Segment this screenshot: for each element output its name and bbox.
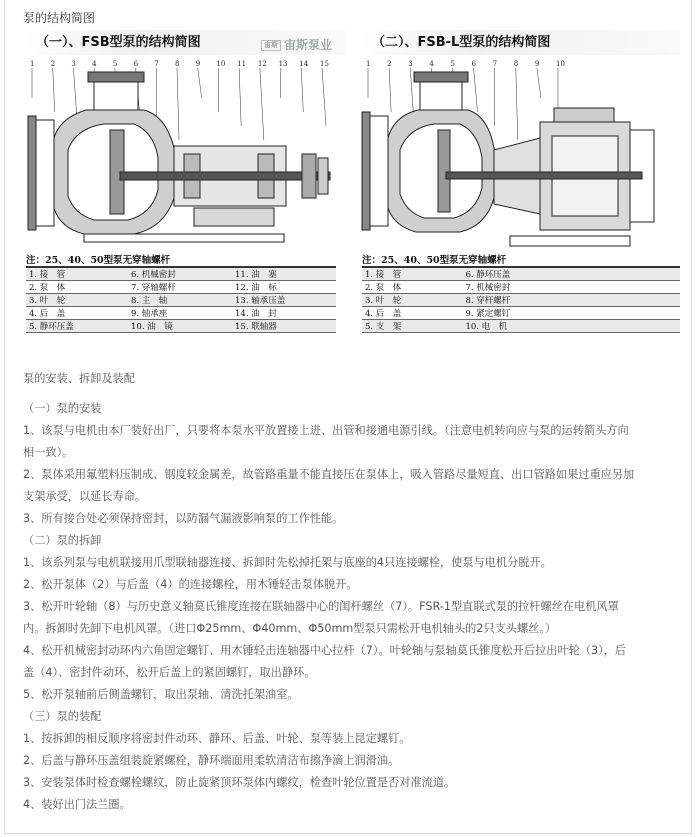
part-label: 9. 轴承座 (128, 307, 232, 320)
callout-number: 10 (216, 60, 226, 68)
brand-name: 宙斯泵业 (283, 38, 332, 52)
part-label: 10. 油 镜 (128, 320, 232, 333)
part-label: 9. 紧定螺钉 (462, 307, 680, 320)
parts-row (362, 307, 680, 320)
part-label: 8. 主 轴 (128, 294, 232, 307)
page-title: 泵的结构简图 (23, 11, 96, 25)
part-label: 2. 泵 体 (362, 281, 462, 294)
part-label: 5. 静环压盖 (26, 320, 128, 333)
figure-fsb (24, 30, 346, 332)
callout-number: 13 (278, 60, 288, 68)
callout-leader (322, 68, 326, 126)
part-label: 15. 联轴器 (232, 320, 336, 333)
instruction-line: 盖（4）、密封件动环，松开后盖上的紧固螺钉，取出静环。 (23, 666, 316, 679)
parts-row (362, 267, 680, 281)
part-label: 12. 油 标 (232, 281, 336, 294)
instruction-line: 3、所有接合处必须保持密封，以防漏气漏液影响泵的工作性能。 (23, 512, 344, 525)
instruction-line: 支架承受，以延长寿命。 (23, 490, 147, 503)
figure-title-text: （二）、FSB-L型泵的结构简图 (372, 35, 551, 50)
brand-watermark (261, 33, 332, 58)
part-label: 14. 油 封 (232, 307, 336, 320)
instruction-line: 3、安装泵体时检查螺栓螺纹，防止旋紧顶环泵体内螺纹，检查叶轮位置是否对准流道。 (23, 776, 456, 789)
part-label: 10. 电 机 (462, 320, 680, 333)
callout-number: 8 (513, 60, 519, 68)
parts-row (26, 307, 336, 320)
brand-seal: 宙斯 (261, 40, 281, 51)
parts-row (26, 267, 336, 281)
instruction-line: 3、松开叶轮轴（8）与历史意义轴莫氏锥度连接在联轴器中心的闺杆螺丝（7）。FSR-1型直联式泵的拉杆螺丝在电机风罩 (23, 600, 619, 613)
instruction-line: （一）泵的安装 (23, 402, 102, 415)
callout-number: 1 (366, 60, 371, 68)
callout-number: 5 (450, 60, 455, 68)
callout-number: 11 (237, 60, 247, 68)
callout-number: 2 (387, 60, 392, 68)
part-label: 7. 机械密封 (462, 281, 680, 294)
callout-leader (53, 68, 55, 112)
part-label: 13. 轴承压盖 (232, 294, 336, 307)
instruction-line: 1、该泵与电机由本厂装好出厂，只要将本泵水平放置接上进、出管和接通电源引线。（注意电机转向应与泵的运转箭头方向 (23, 424, 629, 437)
instruction-line: 内。拆卸时先卸下电机风罩。（进口Φ25mm、Φ40mm、Φ50mm型泵只需松开电机轴头的2只支头螺丝。） (23, 622, 557, 635)
instruction-line: （三）泵的装配 (23, 710, 102, 723)
parts-row (26, 320, 336, 333)
part-label: 1. 接 管 (362, 267, 462, 281)
callout-number: 7 (492, 60, 498, 68)
callout-leader (198, 68, 202, 98)
callout-number: 15 (320, 60, 329, 68)
callout-leader (537, 68, 541, 98)
callout-number: 9 (195, 60, 201, 68)
instruction-line: 2、松开泵体（2）与后盖（4）的连接螺栓，用木锤轻击泵体脱开。 (23, 578, 358, 591)
callout-number: 6 (471, 60, 477, 68)
part-label: 3. 叶 轮 (26, 294, 128, 307)
instruction-line: 4、松开机械密封动环内六角固定螺钉、用木锤轻击连轴器中心拉杆（7）。叶轮轴与泵轴莫氏锥度松开后拉出叶轮（3），后 (23, 644, 627, 657)
parts-row (26, 294, 336, 307)
figure-fsb-l (360, 30, 680, 332)
parts-row (26, 281, 336, 294)
callout-number: 3 (71, 60, 76, 68)
parts-row (362, 281, 680, 294)
pump-diagram-fsb-l (360, 58, 680, 250)
callout-leader (260, 68, 264, 140)
part-label: 3. 叶 轮 (362, 294, 462, 307)
part-label: 4. 后 盖 (362, 307, 462, 320)
callout-number: 8 (175, 60, 180, 68)
instruction-line: 2、后盖与静环压盖组装旋紧螺栓，静环端面用柔软清洁布擦净滴上润滑油。 (23, 754, 400, 767)
callout-number: 6 (133, 60, 139, 68)
parts-row (362, 320, 680, 333)
figure-note: 注：25、40、50型泵无穿轴螺杆 (26, 255, 171, 266)
part-label: 11. 油 塞 (232, 267, 336, 281)
instruction-line: 1、按拆卸的相反顺序将密封件动环、静环、后盖、叶轮、泵等装上昆定螺钉。 (23, 732, 411, 745)
figure-title (24, 30, 346, 55)
figure-title (360, 30, 680, 55)
parts-table (362, 266, 680, 333)
callout-number: 2 (50, 60, 56, 68)
instruction-line: 4、装好出门法兰圈。 (23, 798, 131, 811)
part-label: 8. 穿杆螺杆 (462, 294, 680, 307)
parts-row (362, 294, 680, 307)
callout-leader (177, 68, 179, 140)
callout-leader (516, 68, 518, 140)
instruction-line: 2、泵体采用氟塑料压制成、钢度较金属差，故管路重量不能直接压在泵体上，吸入管路尽量短直、出口管路如果过重应另加 (23, 468, 635, 481)
callout-number: 5 (112, 60, 118, 68)
callout-number: 3 (408, 60, 413, 68)
callout-number: 9 (534, 60, 540, 68)
callout-number: 10 (556, 60, 565, 68)
callout-number: 1 (30, 60, 35, 68)
callout-leader (389, 68, 391, 112)
callout-number: 14 (299, 60, 309, 68)
part-label: 6. 机械密封 (128, 267, 232, 281)
part-label: 7. 穿轴螺杆 (128, 281, 232, 294)
figure-title-text: （一）、FSB型泵的结构简图 (36, 35, 201, 50)
instruction-line: （二）泵的拆卸 (23, 534, 102, 547)
part-label: 4. 后 盖 (26, 307, 128, 320)
callout-leader (239, 68, 241, 126)
instruction-line: 1、该系列泵与电机联接用爪型联轴器连接、拆卸时先松掉托架与底座的4只连接螺栓，使泵与电机分脱开。 (23, 556, 552, 569)
part-label: 5. 支 架 (362, 320, 462, 333)
instruction-line: 相一致）。 (23, 446, 74, 459)
callout-number: 12 (257, 60, 267, 68)
part-label: 6. 静环压盖 (462, 267, 680, 281)
parts-table (26, 266, 336, 333)
part-label: 1. 接 管 (26, 267, 128, 281)
pump-diagram-fsb (24, 58, 346, 250)
callout-number: 4 (92, 60, 97, 68)
callout-leader (474, 68, 478, 112)
callout-number: 4 (429, 60, 434, 68)
instruction-line: 5、松开泵轴前后侧盖螺钉，取出泵轴、清洗托架油室。 (23, 688, 299, 701)
figure-note: 注：25、40、50型泵无穿轴螺杆 (362, 255, 507, 266)
part-label: 2. 泵 体 (26, 281, 128, 294)
callout-number: 7 (154, 60, 159, 68)
section-heading: 泵的安装、拆卸及装配 (23, 372, 135, 385)
callout-leader (301, 68, 303, 112)
